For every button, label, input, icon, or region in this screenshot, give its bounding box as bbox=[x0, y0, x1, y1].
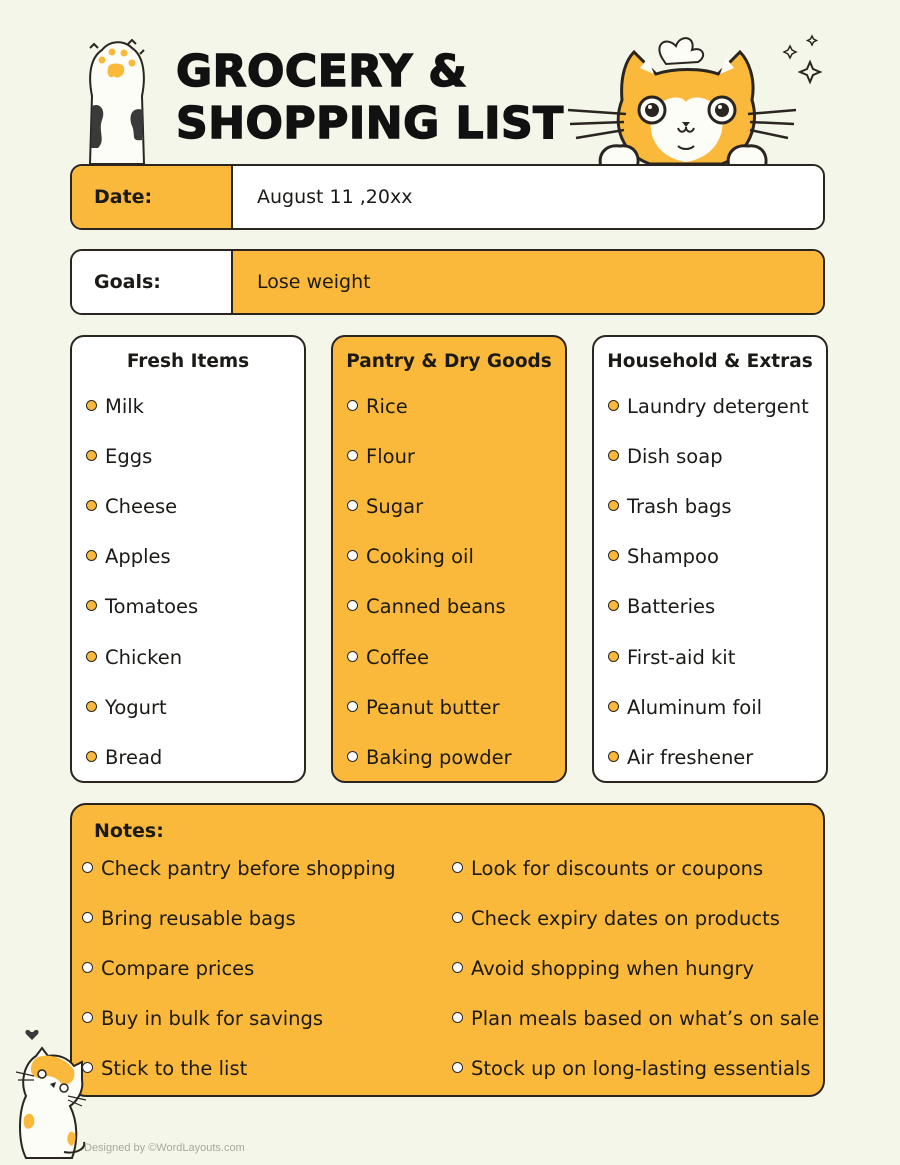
note-item[interactable]: Buy in bulk for savings bbox=[82, 994, 442, 1044]
bullet-icon bbox=[347, 651, 358, 662]
bullet-icon bbox=[608, 500, 619, 511]
fresh-items-card bbox=[70, 335, 306, 783]
bullet-icon bbox=[608, 450, 619, 461]
cat-paw-icon bbox=[80, 36, 152, 164]
list-item[interactable]: Baking powder bbox=[347, 732, 565, 782]
household-heading: Household & Extras bbox=[607, 351, 813, 372]
list-item[interactable]: Flour bbox=[347, 431, 565, 481]
note-item[interactable]: Check pantry before shopping bbox=[82, 843, 442, 893]
bullet-icon bbox=[608, 550, 619, 561]
list-item[interactable]: Apples bbox=[86, 532, 304, 582]
bullet-icon bbox=[86, 450, 97, 461]
list-item[interactable]: Canned beans bbox=[347, 582, 565, 632]
bullet-icon bbox=[347, 600, 358, 611]
bullet-icon bbox=[347, 500, 358, 511]
bullet-icon bbox=[608, 751, 619, 762]
bullet-icon bbox=[86, 651, 97, 662]
household-list bbox=[594, 381, 826, 783]
date-row bbox=[70, 164, 825, 230]
note-item[interactable]: Plan meals based on what’s on sale bbox=[452, 994, 823, 1044]
bullet-icon bbox=[82, 962, 93, 973]
note-item[interactable]: Stock up on long-lasting essentials bbox=[452, 1044, 823, 1094]
notes-list-left bbox=[72, 843, 442, 1094]
notes-heading: Notes: bbox=[94, 820, 164, 842]
list-item[interactable]: First-aid kit bbox=[608, 632, 826, 682]
bullet-icon bbox=[86, 550, 97, 561]
list-item[interactable]: Laundry detergent bbox=[608, 381, 826, 431]
pantry-card bbox=[331, 335, 567, 783]
note-item[interactable]: Check expiry dates on products bbox=[452, 893, 823, 943]
list-item[interactable]: Tomatoes bbox=[86, 582, 304, 632]
list-item[interactable]: Cheese bbox=[86, 481, 304, 531]
list-item[interactable]: Aluminum foil bbox=[608, 682, 826, 732]
bullet-icon bbox=[347, 701, 358, 712]
note-item[interactable]: Compare prices bbox=[82, 943, 442, 993]
list-item[interactable]: Trash bags bbox=[608, 481, 826, 531]
bullet-icon bbox=[86, 751, 97, 762]
sparkles-icon bbox=[776, 30, 826, 90]
footer-credit: Designed by ©WordLayouts.com bbox=[84, 1142, 245, 1154]
list-item[interactable]: Milk bbox=[86, 381, 304, 431]
bullet-icon bbox=[82, 912, 93, 923]
page-title bbox=[176, 46, 564, 150]
bullet-icon bbox=[86, 600, 97, 611]
notes-list-right bbox=[442, 843, 823, 1094]
note-item[interactable]: Avoid shopping when hungry bbox=[452, 943, 823, 993]
bullet-icon bbox=[86, 701, 97, 712]
bullet-icon bbox=[347, 550, 358, 561]
fresh-items-heading: Fresh Items bbox=[126, 351, 250, 372]
bullet-icon bbox=[452, 1062, 463, 1073]
list-item[interactable]: Sugar bbox=[347, 481, 565, 531]
bullet-icon bbox=[82, 862, 93, 873]
date-label: Date: bbox=[72, 166, 233, 228]
list-item[interactable]: Coffee bbox=[347, 632, 565, 682]
notes-card bbox=[70, 803, 825, 1097]
bullet-icon bbox=[452, 962, 463, 973]
title-line-2: SHOPPING LIST bbox=[176, 98, 564, 149]
list-item[interactable]: Shampoo bbox=[608, 532, 826, 582]
bullet-icon bbox=[452, 862, 463, 873]
note-item[interactable]: Stick to the list bbox=[82, 1044, 442, 1094]
list-item[interactable]: Air freshener bbox=[608, 732, 826, 782]
bullet-icon bbox=[608, 400, 619, 411]
peeking-cat-icon bbox=[562, 30, 802, 170]
pantry-heading: Pantry & Dry Goods bbox=[346, 351, 552, 372]
pantry-list bbox=[333, 381, 565, 783]
household-card bbox=[592, 335, 828, 783]
sitting-cat-icon bbox=[12, 1022, 92, 1162]
list-item[interactable]: Cooking oil bbox=[347, 532, 565, 582]
list-item[interactable]: Batteries bbox=[608, 582, 826, 632]
list-item[interactable]: Eggs bbox=[86, 431, 304, 481]
date-field[interactable]: August 11 ,20xx bbox=[233, 166, 823, 228]
list-item[interactable]: Chicken bbox=[86, 632, 304, 682]
bullet-icon bbox=[608, 651, 619, 662]
goals-field[interactable]: Lose weight bbox=[233, 251, 823, 313]
bullet-icon bbox=[347, 400, 358, 411]
note-item[interactable]: Look for discounts or coupons bbox=[452, 843, 823, 893]
note-item[interactable]: Bring reusable bags bbox=[82, 893, 442, 943]
bullet-icon bbox=[86, 400, 97, 411]
list-item[interactable]: Rice bbox=[347, 381, 565, 431]
list-item[interactable]: Dish soap bbox=[608, 431, 826, 481]
bullet-icon bbox=[608, 701, 619, 712]
bullet-icon bbox=[452, 1012, 463, 1023]
list-item[interactable]: Peanut butter bbox=[347, 682, 565, 732]
bullet-icon bbox=[347, 751, 358, 762]
fresh-items-list bbox=[72, 381, 304, 783]
goals-label: Goals: bbox=[72, 251, 233, 313]
bullet-icon bbox=[86, 500, 97, 511]
bullet-icon bbox=[452, 912, 463, 923]
bullet-icon bbox=[608, 600, 619, 611]
title-line-1: GROCERY & bbox=[176, 46, 468, 97]
goals-row bbox=[70, 249, 825, 315]
list-item[interactable]: Bread bbox=[86, 732, 304, 782]
list-item[interactable]: Yogurt bbox=[86, 682, 304, 732]
bullet-icon bbox=[347, 450, 358, 461]
